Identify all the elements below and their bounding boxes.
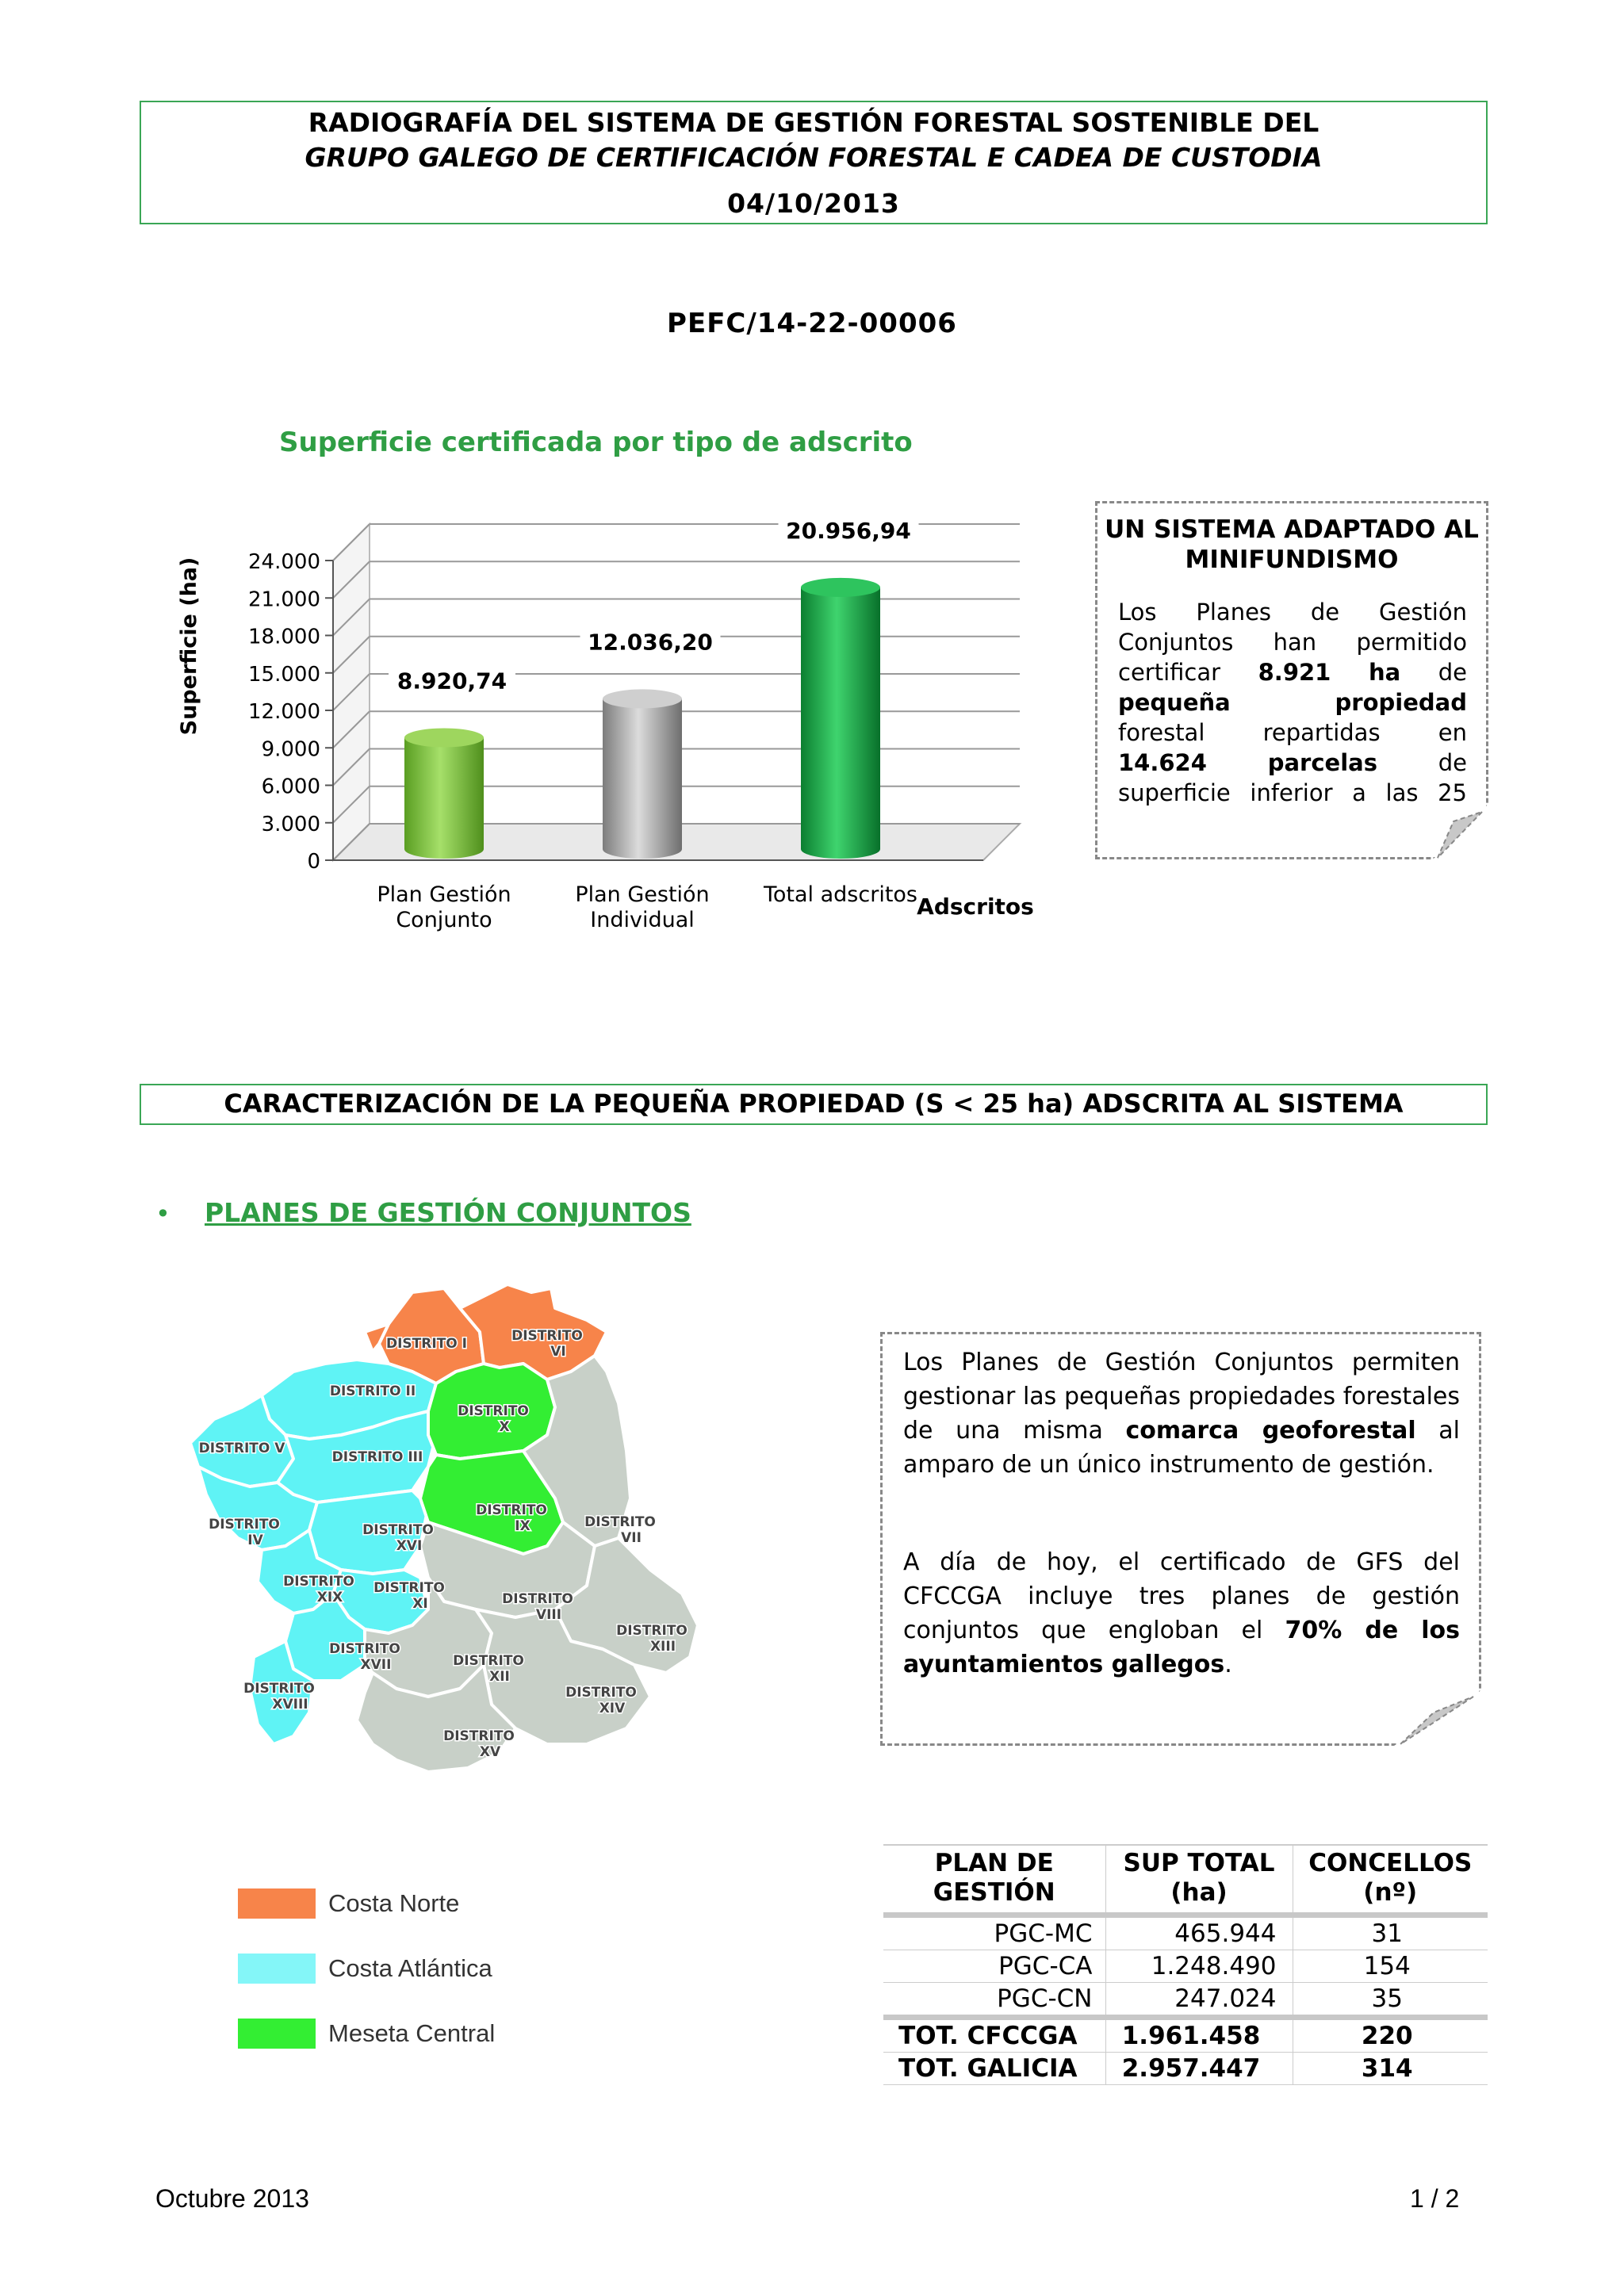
column-header: SUP TOTAL (ha) — [1105, 1845, 1293, 1915]
y-tick-label: 9.000 — [261, 737, 320, 762]
planes-table — [883, 1844, 1488, 2085]
callout-line: Los Planes de Gestión — [1118, 599, 1467, 626]
table-cell: 35 — [1293, 1983, 1488, 2018]
y-tick-label: 21.000 — [248, 587, 320, 612]
district-label: DISTRITO XVI — [362, 1522, 434, 1554]
text-run: Los Planes de Gestión Conjuntos permiten gestionar las pequeñas propiedades forestales de una misma — [903, 1349, 1460, 1445]
district-label: DISTRITO II — [329, 1383, 416, 1399]
text-run: al amparo de un único instrumento de gestión. — [903, 1417, 1460, 1479]
legend-label-meseta-central: Meseta Central — [328, 2019, 496, 2047]
table-cell: 154 — [1293, 1950, 1488, 1983]
district-label: DISTRITO V — [198, 1441, 285, 1456]
bar-top — [801, 578, 880, 597]
bullet-icon: • — [155, 1199, 170, 1229]
table-cell: 31 — [1293, 1915, 1488, 1950]
section-title-box: CARACTERIZACIÓN DE LA PEQUEÑA PROPIEDAD (S < 25 ha) ADSCRITA AL SISTEMA — [140, 1084, 1488, 1125]
y-tick-label: 6.000 — [261, 775, 320, 799]
district-label: DISTRITO VI — [511, 1328, 583, 1360]
callout-planes-gestion — [880, 1332, 1481, 1746]
x-tick-label: Plan Gestión — [377, 882, 511, 907]
table-cell: PGC-MC — [883, 1915, 1105, 1950]
table-cell: 1.961.458 — [1105, 2018, 1293, 2053]
table-cell: 465.944 — [1105, 1915, 1293, 1950]
data-label: 20.956,94 — [786, 517, 911, 544]
x-tick-label: Total adscritos — [763, 882, 918, 907]
callout-line: pequeña propiedad — [1118, 689, 1467, 716]
bar-body — [801, 587, 880, 859]
callout-paragraph-1 — [903, 1345, 1460, 1482]
district-label: DISTRITO XI — [373, 1580, 445, 1612]
district-label: DISTRITO X — [458, 1403, 529, 1435]
text-run-bold: comarca geoforestal — [1125, 1417, 1416, 1445]
legend-label-costa-atlantica: Costa Atlántica — [328, 1954, 492, 1982]
header-date: 04/10/2013 — [727, 188, 900, 219]
page-curl-icon — [1394, 1690, 1481, 1746]
y-tick-label: 24.000 — [248, 550, 320, 574]
column-header: PLAN DE GESTIÓN — [883, 1845, 1105, 1915]
table-cell: PGC-CA — [883, 1950, 1105, 1983]
callout-line: Conjuntos han permitido — [1118, 629, 1467, 656]
legend-swatch-costa-atlantica — [238, 1954, 316, 1984]
bar-chart — [159, 488, 1094, 947]
table-cell: 314 — [1293, 2053, 1488, 2085]
district-label: DISTRITO VII — [584, 1514, 656, 1546]
bar-body — [603, 698, 682, 859]
table-total-row — [883, 2018, 1488, 2053]
callout-line: certificar 8.921 ha de — [1118, 659, 1468, 686]
district-label: DISTRITO III — [331, 1449, 423, 1465]
legend-swatch-meseta-central — [238, 2019, 316, 2049]
table-row — [883, 1983, 1488, 2018]
table-cell: 220 — [1293, 2018, 1488, 2053]
table-header-row — [883, 1845, 1488, 1915]
text-run-bold: 70% de los ayuntamientos gallegos — [903, 1617, 1460, 1678]
galicia-districts-map — [174, 1276, 730, 1847]
callout-line: 14.624 parcelas de — [1118, 749, 1467, 776]
header-title-line2: GRUPO GALEGO DE CERTIFICACIÓN FORESTAL E CADEA DE CUSTODIA — [304, 142, 1323, 173]
callout-body — [1118, 597, 1467, 808]
district-label: DISTRITO XII — [453, 1653, 524, 1685]
district-label: DISTRITO IX — [476, 1502, 547, 1534]
legend-swatch-costa-norte — [238, 1888, 316, 1919]
district-label: DISTRITO I — [386, 1336, 467, 1352]
table-cell: 2.957.447 — [1105, 2053, 1293, 2085]
table-cell: TOT. GALICIA — [883, 2053, 1105, 2085]
chart-title: Superficie certificada por tipo de adscrito — [279, 427, 913, 458]
y-tick-label: 0 — [307, 850, 320, 874]
table-cell: 247.024 — [1105, 1983, 1293, 2018]
bar-top — [404, 728, 484, 747]
y-tick-label: 15.000 — [248, 662, 320, 687]
x-tick-label: Plan Gestión — [575, 882, 710, 907]
callout-title: UN SISTEMA ADAPTADO AL MINIFUNDISMO — [1105, 515, 1479, 574]
y-tick-label: 18.000 — [248, 625, 320, 649]
document-header-box — [140, 101, 1488, 224]
callout-line: forestal repartidas en — [1118, 719, 1467, 746]
bar-top — [603, 689, 682, 708]
district-label: DISTRITO XVIII — [243, 1681, 315, 1712]
certificate-code: PEFC/14-22-00006 — [667, 308, 957, 339]
table-cell: 1.248.490 — [1105, 1950, 1293, 1983]
district-label: DISTRITO XVII — [329, 1641, 400, 1673]
data-label: 12.036,20 — [588, 629, 713, 656]
table-row — [883, 1915, 1488, 1950]
district-label: DISTRITO XIX — [283, 1574, 354, 1605]
table-cell: TOT. CFCCGA — [883, 2018, 1105, 2053]
callout-minifundismo — [1095, 501, 1488, 859]
x-tick-label: Conjunto — [396, 908, 492, 932]
x-tick-label: Individual — [590, 908, 695, 932]
table-total-row — [883, 2053, 1488, 2085]
text-run: . — [1224, 1651, 1232, 1678]
chart-bars — [389, 515, 919, 859]
data-label: 8.920,74 — [396, 668, 508, 695]
text-run: A día de hoy, el certificado de GFS del CFCCGA incluye tres planes de gestión conjuntos que engloban el — [903, 1548, 1460, 1644]
bar-body — [404, 737, 484, 859]
district-label: DISTRITO XIV — [565, 1685, 637, 1716]
callout-line: superficie inferior a las 25 — [1118, 779, 1467, 806]
table-cell: PGC-CN — [883, 1983, 1105, 2018]
callout-paragraph-2 — [903, 1545, 1460, 1682]
bar — [779, 515, 919, 859]
table-row — [883, 1950, 1488, 1983]
header-title-line1: RADIOGRAFÍA DEL SISTEMA DE GESTIÓN FORESTAL SOSTENIBLE DEL — [308, 107, 1320, 138]
y-tick-label: 3.000 — [261, 812, 320, 836]
footer-date: Octubre 2013 — [155, 2184, 309, 2213]
district-label: DISTRITO XIII — [616, 1623, 688, 1655]
section-subtitle: PLANES DE GESTIÓN CONJUNTOS — [205, 1197, 691, 1228]
y-axis-label: Superficie (ha) — [177, 557, 201, 736]
page-number: 1 / 2 — [1410, 2184, 1460, 2213]
x-axis-label: Adscritos — [917, 894, 1034, 920]
district-label: DISTRITO IV — [209, 1517, 280, 1548]
district-label: DISTRITO XV — [443, 1728, 515, 1760]
y-tick-label: 12.000 — [248, 700, 320, 724]
column-header: CONCELLOS (nº) — [1293, 1845, 1488, 1915]
page-curl-icon — [1433, 804, 1488, 859]
district-label: DISTRITO VIII — [502, 1591, 573, 1623]
legend-label-costa-norte: Costa Norte — [328, 1889, 460, 1917]
